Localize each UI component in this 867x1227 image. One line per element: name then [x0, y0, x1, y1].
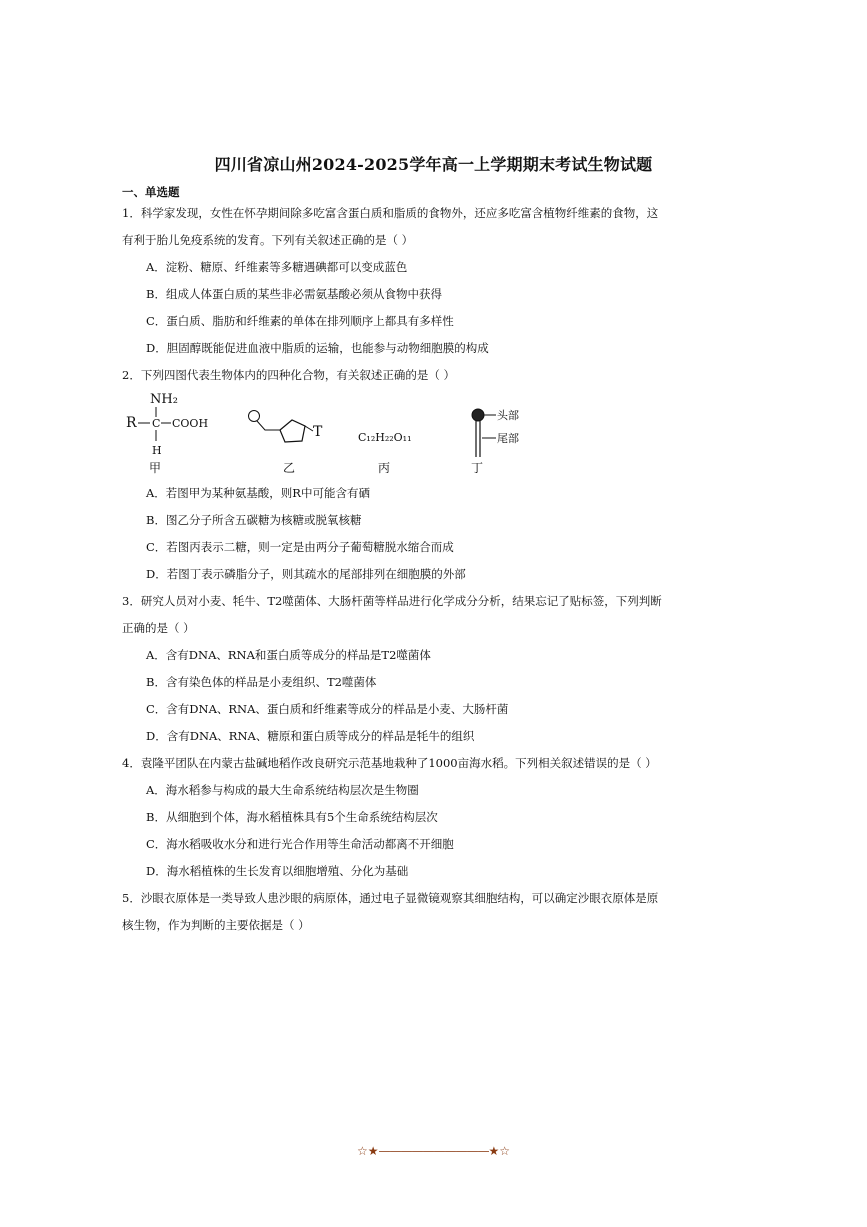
nh2-group: NH₂ [150, 392, 178, 407]
question-1-option-c: C．蛋白质、脂肪和纤维素的单体在排列顺序上都具有多样性 [146, 314, 454, 328]
nucleotide-structure [249, 411, 324, 476]
question-3-option-a: A．含有DNA、RNA和蛋白质等成分的样品是T2噬菌体 [146, 648, 431, 662]
tail-label: 尾部 [497, 432, 519, 445]
question-1-line-2: 有利于胎儿免疫系统的发育。下列有关叙述正确的是（ ） [122, 233, 414, 247]
question-1-line-1: 1．科学家发现，女性在怀孕期间除多吃富含蛋白质和脂质的食物外，还应多吃富含植物纤维素的食物，这 [122, 206, 659, 220]
question-5-line-1: 5．沙眼衣原体是一类导致人患沙眼的病原体，通过电子显微镜观察其细胞结构，可以确定沙眼衣原体是原 [122, 891, 659, 905]
question-4-option-c: C．海水稻吸收水分和进行光合作用等生命活动都离不开细胞 [146, 837, 454, 851]
figure-label-jia: 甲 [149, 461, 162, 475]
footer-stars-right: ★☆ [488, 1144, 511, 1158]
question-2-option-a: A．若图甲为某种氨基酸，则R中可能含有硒 [146, 486, 370, 500]
footer-rule: —————————— [378, 1144, 489, 1158]
question-3-option-d: D．含有DNA、RNA、糖原和蛋白质等成分的样品是牦牛的组织 [146, 729, 475, 743]
figure-label-ding: 丁 [471, 461, 484, 475]
page-title: 四川省凉山州2024-2025学年高一上学期期末考试生物试题 [214, 155, 653, 174]
hydrogen-atom: H [152, 444, 162, 457]
question-4-option-a: A．海水稻参与构成的最大生命系统结构层次是生物圈 [146, 783, 419, 797]
question-4-option-d: D．海水稻植株的生长发育以细胞增殖、分化为基础 [146, 864, 409, 878]
disaccharide-formula [358, 431, 412, 475]
figure-label-bing: 丙 [378, 461, 391, 475]
r-group: R [126, 415, 137, 431]
question-4-option-b: B．从细胞到个体，海水稻植株具有5个生命系统结构层次 [146, 810, 438, 824]
page-footer [0, 1144, 867, 1158]
section-heading: 一、单选题 [122, 185, 180, 199]
question-1-option-a: A．淀粉、糖原、纤维素等多糖遇碘都可以变成蓝色 [146, 260, 408, 274]
question-4-line-1: 4．袁隆平团队在内蒙古盐碱地稻作改良研究示范基地栽种了1000亩海水稻。下列相关叙述错误的是（ ） [122, 756, 657, 770]
formula-text: C₁₂H₂₂O₁₁ [358, 431, 412, 444]
question-2-option-d: D．若图丁表示磷脂分子，则其疏水的尾部排列在细胞膜的外部 [146, 567, 466, 581]
question-1-option-b: B．组成人体蛋白质的某些非必需氨基酸必须从食物中获得 [146, 287, 442, 301]
compound-figure [118, 385, 538, 480]
phospholipid-structure [471, 408, 519, 475]
footer-stars-left: ☆★ [356, 1144, 379, 1158]
alpha-carbon: C [152, 417, 161, 430]
question-1-option-d: D．胆固醇既能促进血液中脂质的运输，也能参与动物细胞膜的构成 [146, 341, 489, 355]
question-2-option-b: B．图乙分子所含五碳糖为核糖或脱氧核糖 [146, 513, 362, 527]
question-3-line-2: 正确的是（ ） [122, 621, 195, 635]
question-2-line-1: 2．下列四图代表生物体内的四种化合物，有关叙述正确的是（ ） [122, 368, 455, 382]
amino-acid-structure [126, 392, 208, 475]
question-3-option-b: B．含有染色体的样品是小麦组织、T2噬菌体 [146, 675, 377, 689]
head-label: 头部 [497, 409, 519, 422]
question-5-line-2: 核生物，作为判断的主要依据是（ ） [122, 918, 310, 932]
figure-label-yi: 乙 [283, 461, 296, 475]
base-t: T [313, 424, 323, 440]
question-3-option-c: C．含有DNA、RNA、蛋白质和纤维素等成分的样品是小麦、大肠杆菌 [146, 702, 509, 716]
question-2-option-c: C．若图丙表示二糖，则一定是由两分子葡萄糖脱水缩合而成 [146, 540, 454, 554]
question-3-line-1: 3．研究人员对小麦、牦牛、T2噬菌体、大肠杆菌等样品进行化学成分分析，结果忘记了贴标签，下列判断 [122, 594, 662, 608]
carboxyl-group: COOH [172, 417, 209, 430]
